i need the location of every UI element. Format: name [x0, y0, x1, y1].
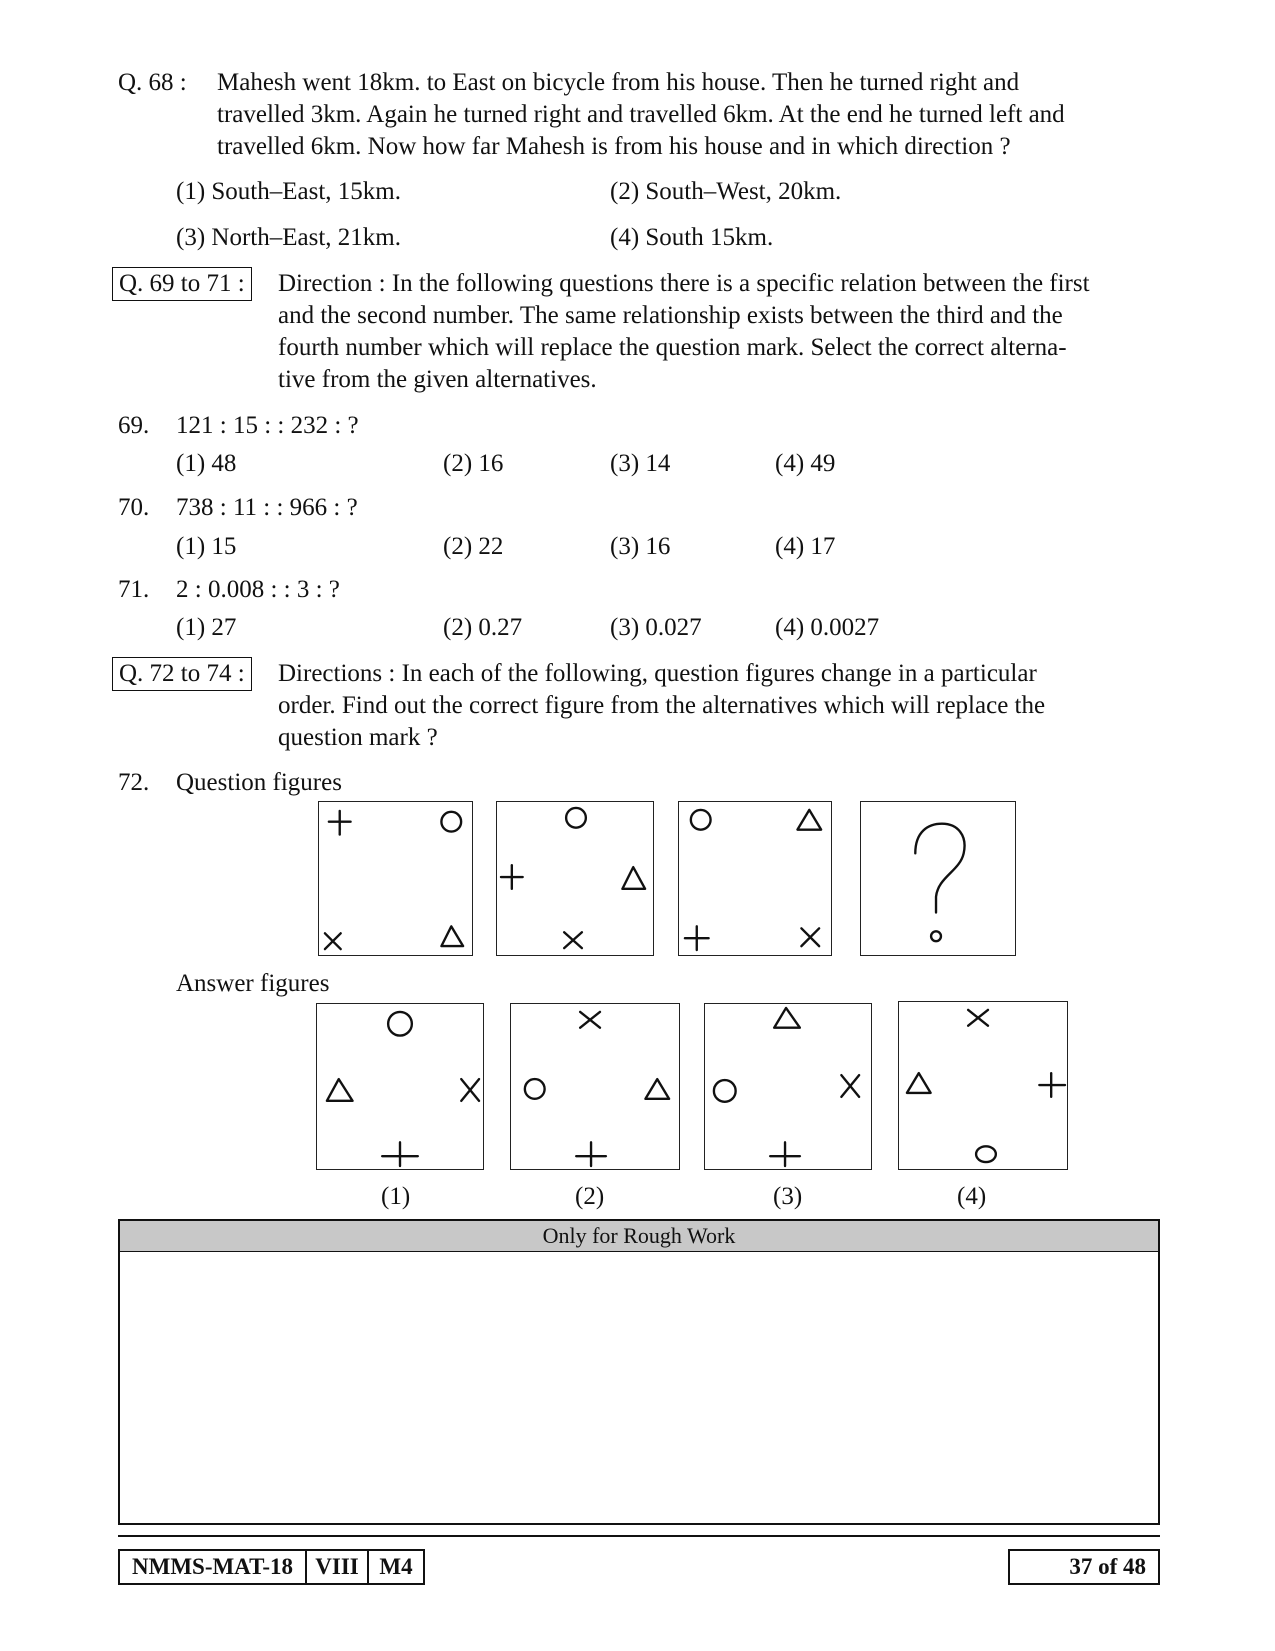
plus-symbol — [1039, 1073, 1065, 1097]
answer-figure-4[interactable] — [898, 1001, 1068, 1170]
footer-divider — [118, 1535, 1160, 1537]
triangle-symbol — [797, 810, 821, 830]
question-mark-symbol — [915, 824, 964, 913]
q68-number: Q. 68 : — [118, 69, 187, 96]
circle-symbol — [388, 1012, 412, 1036]
q68-option-3: (3) North–East, 21km. — [176, 224, 401, 251]
q68-line-2: travelled 3km. Again he turned right and travelled 6km. At the end he turned left and — [217, 101, 1065, 128]
question-figure-4-unknown — [860, 801, 1016, 956]
q70-option-2: (2) 22 — [443, 533, 504, 560]
q71-option-2: (2) 0.27 — [443, 614, 523, 641]
answer-figure-2[interactable] — [510, 1003, 680, 1170]
question-figure-2 — [496, 801, 654, 956]
q69-text: 121 : 15 : : 232 : ? — [176, 412, 359, 439]
q71-option-1: (1) 27 — [176, 614, 237, 641]
q69-option-4: (4) 49 — [775, 450, 836, 477]
dir69-line-1: Direction : In the following questions there is a specific relation between the first — [278, 270, 1090, 297]
q71-option-3: (3) 0.027 — [610, 614, 702, 641]
triangle-symbol — [622, 867, 645, 889]
plus-symbol — [685, 926, 709, 950]
plus-symbol — [501, 865, 523, 889]
circle-symbol — [525, 1079, 545, 1099]
q69-option-1: (1) 48 — [176, 450, 237, 477]
dir72-line-2: order. Find out the correct figure from the alternatives which will replace the — [278, 692, 1046, 719]
cross-symbol — [968, 1010, 988, 1026]
q69-number: 69. — [118, 412, 150, 439]
question-figures-label: Question figures — [176, 769, 342, 796]
answer-number-4: (4) — [957, 1183, 987, 1210]
answer-number-1: (1) — [381, 1183, 411, 1210]
rough-work-label: Only for Rough Work — [120, 1221, 1158, 1252]
dir72-line-3: question mark ? — [278, 724, 438, 751]
q68-line-3: travelled 6km. Now how far Mahesh is from his house and in which direction ? — [217, 133, 1011, 160]
q71-number: 71. — [118, 576, 150, 603]
cross-symbol — [580, 1012, 600, 1028]
footer-medium: M4 — [367, 1549, 425, 1585]
question-figure-3 — [678, 801, 832, 956]
q68-option-1: (1) South–East, 15km. — [176, 178, 401, 205]
rough-work-area — [118, 1219, 1160, 1525]
circle-symbol — [714, 1080, 736, 1102]
q68-option-2: (2) South–West, 20km. — [610, 178, 842, 205]
answer-number-3: (3) — [773, 1183, 803, 1210]
plus-symbol — [382, 1142, 418, 1166]
q71-text: 2 : 0.008 : : 3 : ? — [176, 576, 340, 603]
cross-symbol — [841, 1075, 859, 1097]
answer-figures-label: Answer figures — [176, 970, 330, 997]
answer-figure-1[interactable] — [316, 1003, 484, 1170]
footer-page-number: 37 of 48 — [1008, 1549, 1160, 1585]
question-mark-dot — [931, 931, 941, 941]
triangle-symbol — [327, 1079, 353, 1101]
circle-symbol — [441, 812, 461, 832]
dir69-line-3: fourth number which will replace the question mark. Select the correct alterna- — [278, 334, 1067, 361]
dir69-line-2: and the second number. The same relationship exists between the third and the — [278, 302, 1063, 329]
dir69-line-4: tive from the given alternatives. — [278, 366, 597, 393]
footer-exam-code: NMMS-MAT-18 — [118, 1549, 307, 1585]
q70-option-1: (1) 15 — [176, 533, 237, 560]
dir72-line-1: Directions : In each of the following, question figures change in a particular — [278, 660, 1037, 687]
triangle-symbol — [645, 1079, 669, 1099]
cross-symbol — [461, 1079, 479, 1101]
q71-option-4: (4) 0.0027 — [775, 614, 880, 641]
q72-74-label-box: Q. 72 to 74 : — [112, 657, 252, 691]
q68-option-4: (4) South 15km. — [610, 224, 774, 251]
plus-symbol — [329, 811, 351, 835]
cross-symbol — [801, 928, 819, 946]
cross-symbol — [564, 932, 582, 948]
circle-symbol — [566, 808, 586, 828]
triangle-symbol — [907, 1073, 931, 1093]
q70-number: 70. — [118, 494, 150, 521]
footer-class: VIII — [305, 1549, 369, 1585]
q70-text: 738 : 11 : : 966 : ? — [176, 494, 358, 521]
q69-option-2: (2) 16 — [443, 450, 504, 477]
circle-symbol — [691, 810, 711, 830]
q69-option-3: (3) 14 — [610, 450, 671, 477]
plus-symbol — [770, 1142, 800, 1166]
circle-symbol — [976, 1146, 996, 1162]
answer-number-2: (2) — [575, 1183, 605, 1210]
q69-71-label-box: Q. 69 to 71 : — [112, 267, 252, 301]
cross-symbol — [325, 933, 341, 949]
q72-number: 72. — [118, 769, 150, 796]
q70-option-4: (4) 17 — [775, 533, 836, 560]
q68-line-1: Mahesh went 18km. to East on bicycle from his house. Then he turned right and — [217, 69, 1020, 96]
question-figure-1 — [318, 801, 473, 956]
triangle-symbol — [441, 926, 463, 946]
triangle-symbol — [774, 1008, 800, 1028]
q70-option-3: (3) 16 — [610, 533, 671, 560]
plus-symbol — [576, 1142, 606, 1166]
answer-figure-3[interactable] — [704, 1003, 872, 1170]
